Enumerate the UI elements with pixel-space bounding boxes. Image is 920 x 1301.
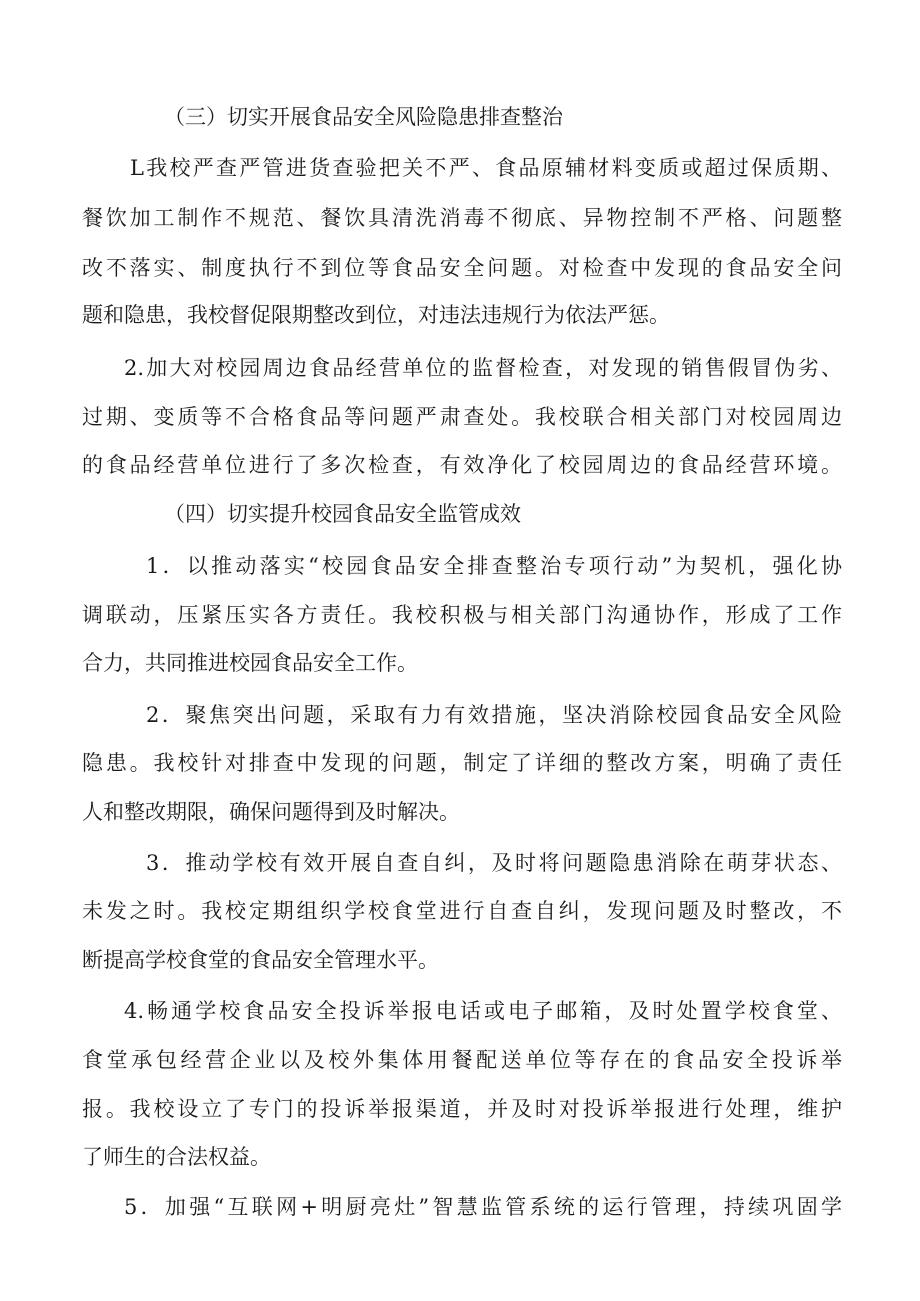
paragraph-line: 4.畅通学校食品安全投诉举报电话或电子邮箱，及时处置学校食堂、 (124, 999, 842, 1023)
paragraph-line: 合力，共同推进校园食品安全工作。 (82, 651, 418, 675)
paragraph-line: 的食品经营单位进行了多次检查，有效净化了校园周边的食品经营环境。 (82, 453, 842, 477)
paragraph-line: 餐饮加工制作不规范、餐饮具清洗消毒不彻底、异物控制不严格、问题整 (82, 206, 842, 230)
paragraph-line: 改不落实、制度执行不到位等食品安全问题。对检查中发现的食品安全问 (82, 256, 842, 280)
paragraph-line: 3．推动学校有效开展自查自纠，及时将问题隐患消除在萌芽状态、 (146, 851, 842, 875)
paragraph-line: 了师生的合法权益。 (82, 1145, 271, 1169)
paragraph-line: 隐患。我校针对排查中发现的问题，制定了详细的整改方案，明确了责任 (82, 751, 842, 775)
paragraph-line: L我校严查严管进货查验把关不严、食品原辅材料变质或超过保质期、 (130, 156, 842, 180)
paragraph-line: 报。我校设立了专门的投诉举报渠道，并及时对投诉举报进行处理，维护 (82, 1097, 842, 1121)
paragraph-line: 题和隐患，我校督促限期整改到位，对违法违规行为依法严惩。 (82, 303, 670, 327)
paragraph-line: 5．加强“互联网+明厨亮灶”智慧监管系统的运行管理，持续巩固学 (124, 1195, 842, 1219)
paragraph-line: 调联动，压紧压实各方责任。我校积极与相关部门沟通协作，形成了工作 (82, 603, 842, 627)
paragraph-line: 过期、变质等不合格食品等问题严肃查处。我校联合相关部门对校园周边 (82, 405, 842, 429)
paragraph-line: 断提高学校食堂的食品安全管理水平。 (82, 948, 439, 972)
paragraph-line: 人和整改期限，确保问题得到及时解决。 (82, 800, 460, 824)
paragraph-line: 2．聚焦突出问题，采取有力有效措施，坚决消除校园食品安全风险 (146, 703, 842, 727)
section-heading-3: （三）切实开展食品安全风险隐患排查整治 (164, 105, 563, 129)
paragraph-line: 未发之时。我校定期组织学校食堂进行自查自纠，发现问题及时整改，不 (82, 899, 842, 923)
paragraph-line: 2.加大对校园周边食品经营单位的监督检查，对发现的销售假冒伪劣、 (124, 356, 842, 380)
paragraph-line: 食堂承包经营企业以及校外集体用餐配送单位等存在的食品安全投诉举 (82, 1048, 842, 1072)
paragraph-line: 1．以推动落实“校园食品安全排查整治专项行动”为契机，强化协 (146, 554, 842, 578)
section-heading-4: （四）切实提升校园食品安全监管成效 (164, 502, 521, 526)
